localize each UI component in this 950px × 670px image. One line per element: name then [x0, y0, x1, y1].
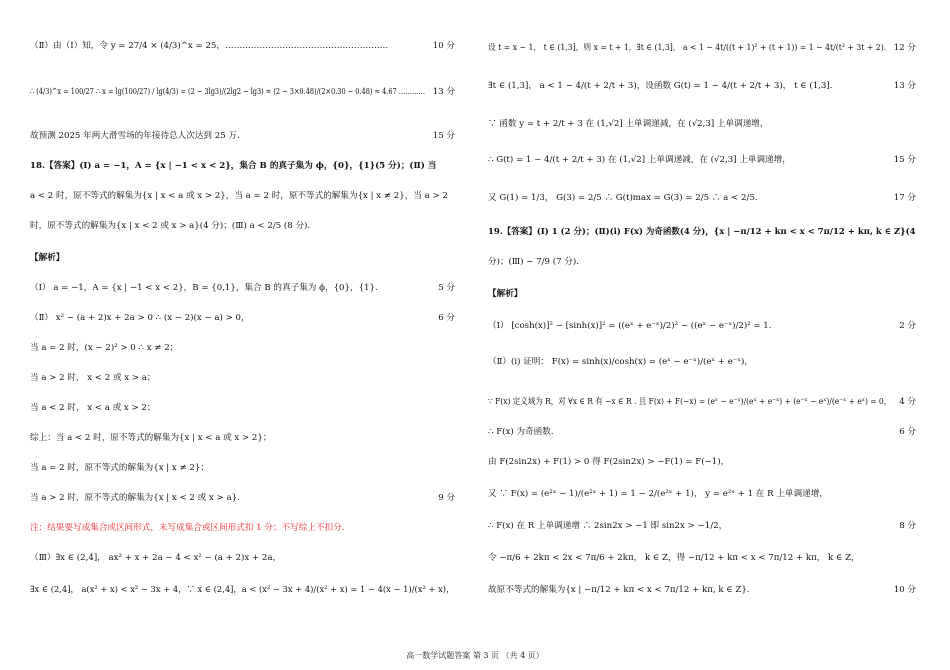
page-footer: 高一数学试题答案 第 3 页 （共 4 页） — [406, 651, 544, 660]
